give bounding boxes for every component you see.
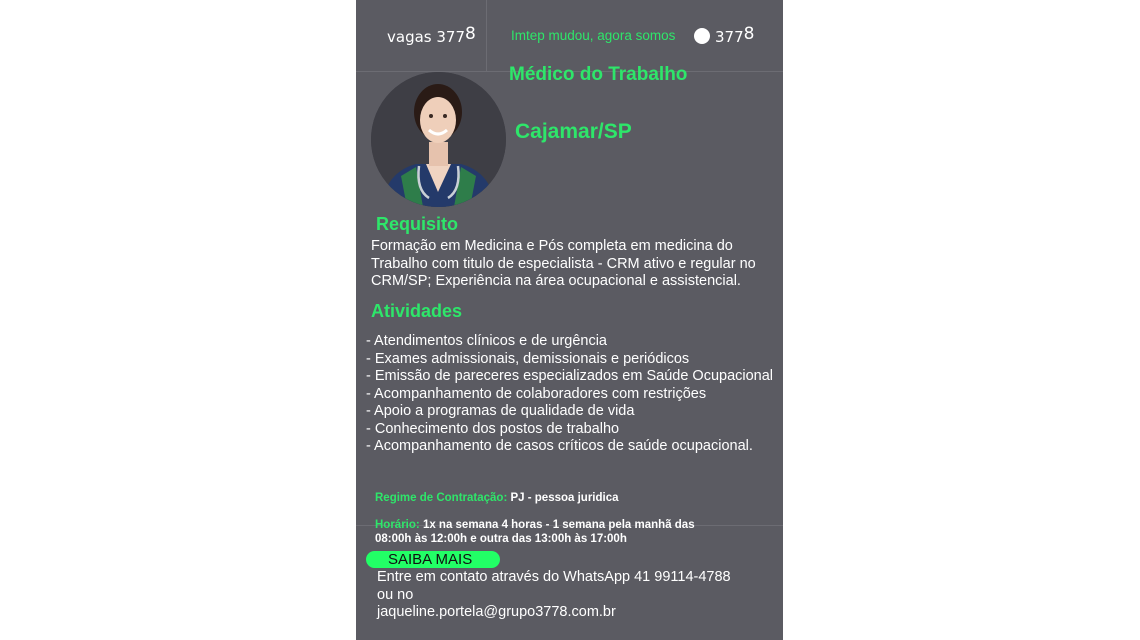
brand-sup: 8 <box>743 24 755 44</box>
doctor-portrait-icon <box>371 72 506 207</box>
contract-value: PJ - pessoa juridica <box>510 492 619 504</box>
activity-item: - Atendimentos clínicos e de urgência <box>366 333 607 349</box>
saiba-mais-button[interactable]: SAIBA MAIS <box>366 551 500 568</box>
brand-logo-right <box>715 24 755 47</box>
requirements-heading: Requisito <box>376 214 459 234</box>
activity-item: - Acompanhamento de colaboradores com restrições <box>366 385 707 402</box>
job-location: Cajamar/SP <box>515 120 632 143</box>
contract-info <box>375 491 619 505</box>
contact-info <box>377 569 772 622</box>
header-divider <box>486 0 487 71</box>
brand-circle-icon <box>694 28 710 44</box>
schedule-label: Horário: <box>375 519 420 531</box>
contact-or: ou no <box>377 586 414 603</box>
activity-item: - Exames admissionais, demissionais e periódicos <box>366 350 690 367</box>
contact-whatsapp: Entre em contato através do WhatsApp 41 99114-4788 <box>377 569 731 585</box>
brand-label: vagas <box>387 28 432 46</box>
activity-item: - Conhecimento dos postos de trabalho <box>366 420 620 437</box>
schedule-value: 1x na semana 4 horas - 1 semana pela manhã das 08:00h às 12:00h e outra das 13:00h às 17:00h <box>375 519 695 545</box>
brand-sup: 8 <box>465 24 476 44</box>
activity-item: - Acompanhamento de casos críticos de saúde ocupacional. <box>366 438 753 454</box>
activities-list <box>366 333 776 456</box>
activity-item: - Apoio a programas de qualidade de vida <box>366 403 635 419</box>
job-title: Médico do Trabalho <box>509 64 688 85</box>
contact-email[interactable]: jaqueline.portela@grupo3778.com.br <box>377 604 616 620</box>
activity-item: - Emissão de pareceres especializados em Saúde Ocupacional <box>366 368 774 384</box>
brand-number: 377 <box>436 28 466 46</box>
contract-label: Regime de Contratação: <box>375 492 508 504</box>
brand-logo-left <box>387 24 476 47</box>
schedule-info <box>375 518 715 546</box>
activities-heading: Atividades <box>371 301 463 321</box>
job-post-card <box>356 0 783 640</box>
brand-number: 377 <box>715 28 744 46</box>
rebrand-notice: Imtep mudou, agora somos <box>511 28 676 43</box>
doctor-photo <box>371 72 506 207</box>
requirements-text: Formação em Medicina e Pós completa em medicina do Trabalho com titulo de especialista - CRM ativo e regular no CRM/SP; Experiência na área ocupacional e assistencial. <box>371 238 756 289</box>
